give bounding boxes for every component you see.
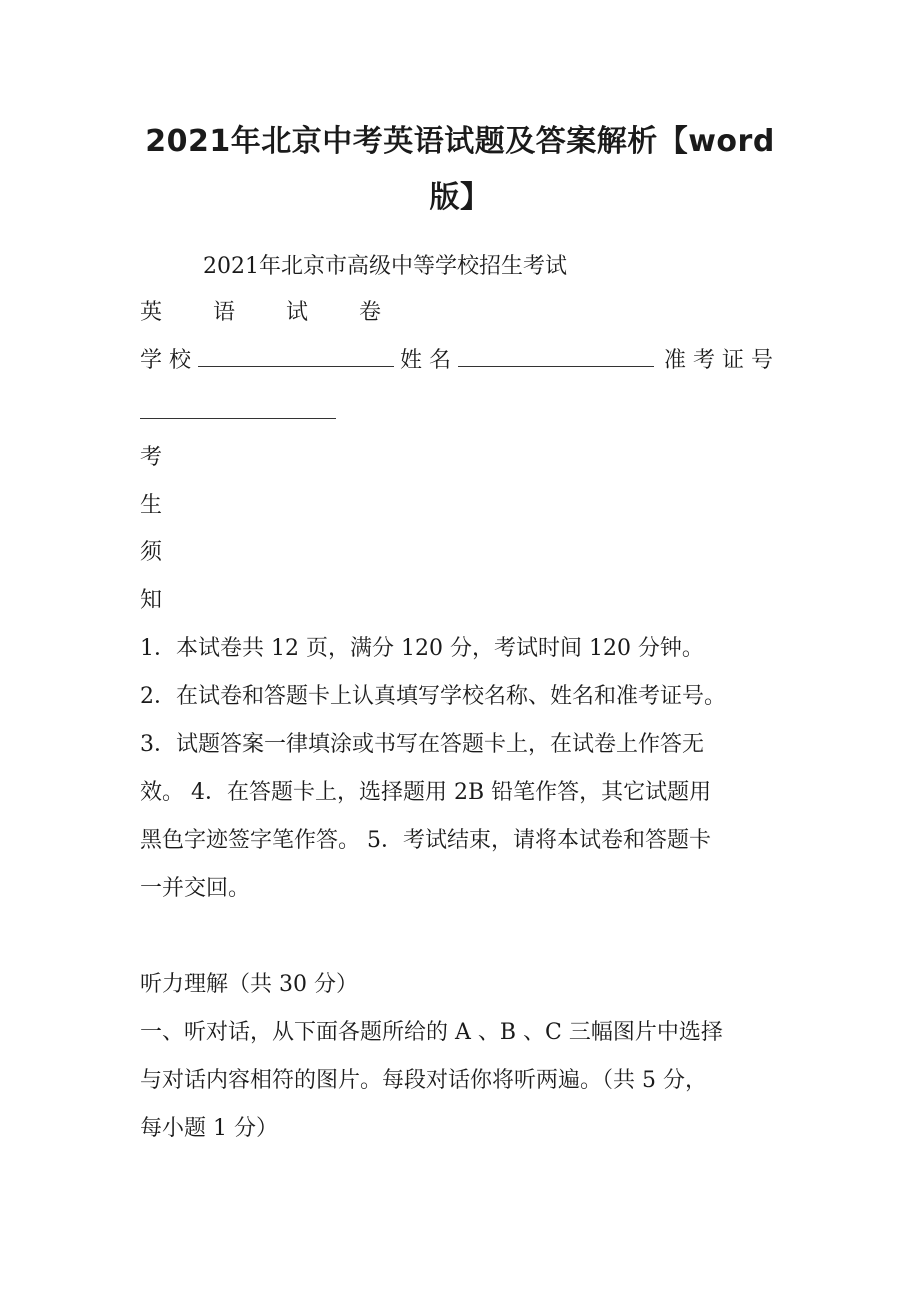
- name-label: 姓名: [400, 348, 459, 373]
- notice-char-2: 生: [140, 493, 163, 518]
- subject-heading: 英 语 试 卷: [140, 300, 403, 325]
- name-blank[interactable]: [458, 346, 654, 367]
- instruction-line: 3．试题答案一律填涂或书写在答题卡上，在试卷上作答无: [140, 732, 704, 757]
- school-label: 学校: [140, 348, 199, 373]
- exam-id-blank[interactable]: [140, 418, 336, 419]
- student-info-fields: [140, 346, 780, 376]
- school-blank[interactable]: [198, 346, 394, 367]
- notice-char-4: 知: [140, 588, 163, 613]
- instruction-line: 1．本试卷共 12 页，满分 120 分，考试时间 120 分钟。: [140, 636, 704, 661]
- exam-name: 2021年北京市高级中等学校招生考试: [203, 254, 567, 279]
- document-title-line-2: 版】: [429, 180, 491, 215]
- document-title-line-1: 2021年北京中考英语试题及答案解析【word: [145, 124, 775, 159]
- instruction-line: 一并交回。: [140, 876, 251, 901]
- section-heading: 听力理解（共 30 分）: [140, 972, 358, 997]
- notice-char-1: 考: [140, 445, 163, 470]
- instruction-line: 2．在试卷和答题卡上认真填写学校名称、姓名和准考证号。: [140, 684, 726, 709]
- instruction-line: 黑色字迹签字笔作答。 5．考试结束，请将本试卷和答题卡: [140, 828, 711, 853]
- notice-char-3: 须: [140, 540, 163, 565]
- section-text-line: 与对话内容相符的图片。每段对话你将听两遍。（共 5 分，: [140, 1068, 707, 1093]
- exam-id-label: 准考证号: [664, 348, 781, 373]
- section-text-line: 每小题 1 分）: [140, 1116, 278, 1141]
- instruction-line: 效。 4．在答题卡上，选择题用 2B 铅笔作答，其它试题用: [140, 780, 712, 805]
- section-text-line: 一、听对话，从下面各题所给的 A 、B 、C 三幅图片中选择: [140, 1020, 723, 1045]
